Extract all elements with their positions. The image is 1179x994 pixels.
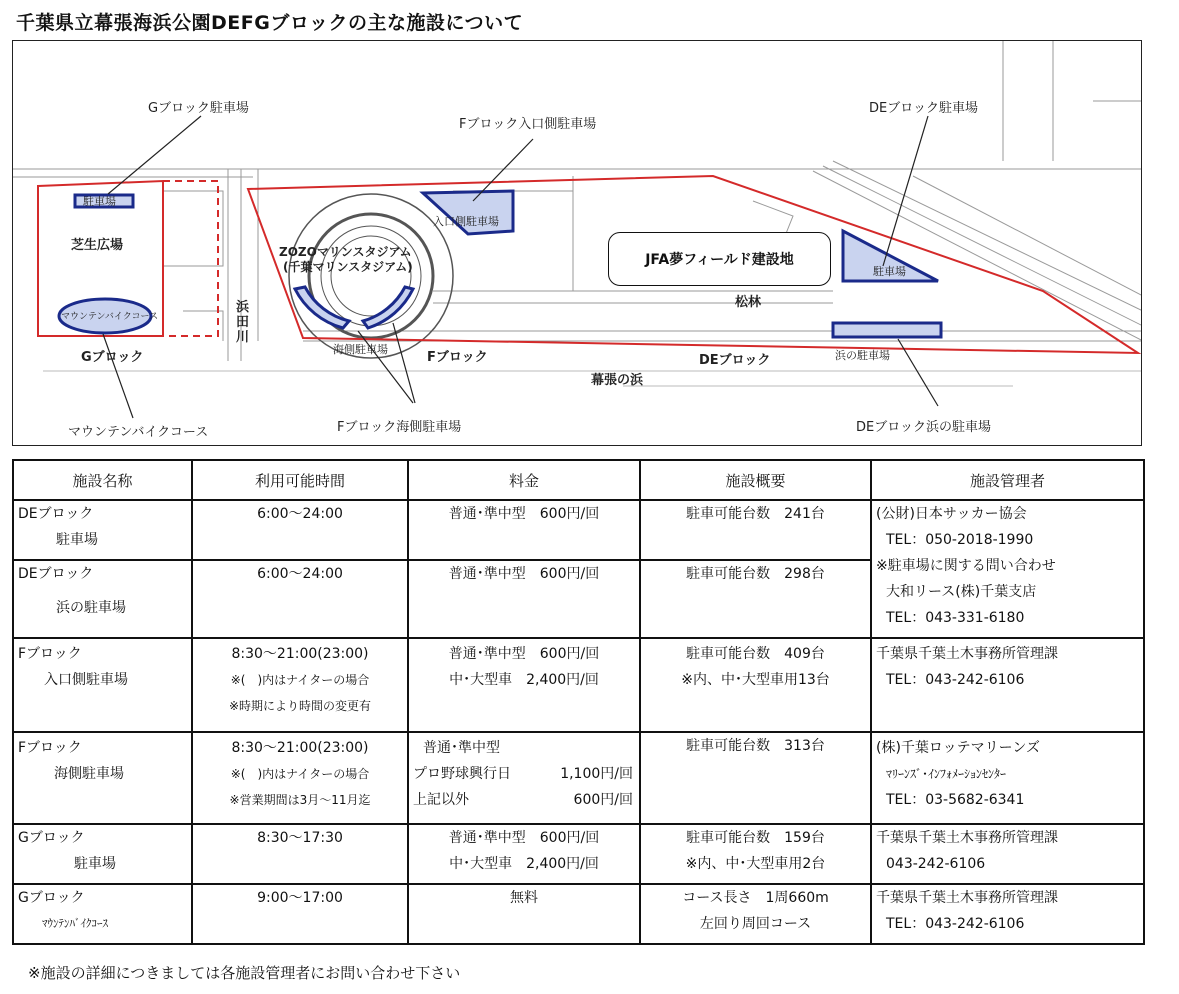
hours-note: ※( )内はナイターの場合 <box>230 767 370 781</box>
summary-text: ※内、中･大型車用2台 <box>685 856 826 872</box>
fee-text: 普通･準中型 600円/回 <box>448 830 600 846</box>
de-beach-parking-area <box>833 323 941 337</box>
header-facility-name: 施設名称 <box>13 460 192 500</box>
summary-text: 駐車可能台数 409台 <box>686 646 825 662</box>
lawn-label: 芝生広場 <box>71 238 124 253</box>
manager-tel: TEL：043-331-6180 <box>886 610 1025 626</box>
manager-text: ※駐車場に関する問い合わせ <box>876 558 1056 574</box>
stadium-drawing <box>289 194 453 358</box>
facility-name: 入口側駐車場 <box>44 672 128 688</box>
table-row <box>13 732 1144 824</box>
table-row <box>13 638 1144 732</box>
summary-text: 駐車可能台数 159台 <box>686 830 825 846</box>
de-parking-label: DEブロック駐車場 <box>869 101 978 116</box>
hours-note: ※( )内はナイターの場合 <box>230 673 370 687</box>
beach-parking-map-text: 浜の駐車場 <box>835 349 890 362</box>
table-row <box>13 500 1144 560</box>
facility-name: Fブロック <box>18 740 82 756</box>
header-summary: 施設概要 <box>640 460 871 500</box>
fee-text: 中･大型車 2,400円/回 <box>449 856 599 872</box>
manager-tel: TEL：043-242-6106 <box>886 672 1025 688</box>
fee-line <box>409 787 639 813</box>
map-background-lines <box>13 41 1142 386</box>
table-header-row <box>13 460 1144 500</box>
summary-text: 左回り周回コース <box>699 916 812 932</box>
g-parking-label: Gブロック駐車場 <box>148 101 249 116</box>
manager-tel: 043-242-6106 <box>886 856 986 872</box>
manager-text: (公財)日本サッカー協会 <box>876 506 1027 522</box>
g-block-label: Gブロック <box>81 350 144 365</box>
manager-text: 千葉県千葉土木事務所管理課 <box>876 830 1058 846</box>
footnote: ※施設の詳細につきましては各施設管理者にお問い合わせ下さい <box>28 964 461 982</box>
fee-text: 普通･準中型 <box>423 740 500 756</box>
park-boundary <box>38 176 1138 353</box>
facility-name: Gブロック <box>18 890 85 906</box>
hours-text: 8:30～21:00(23:00) <box>231 646 369 662</box>
f-sea-parking-area-2 <box>363 287 413 328</box>
fee-amount: 600円/回 <box>573 792 633 808</box>
summary-text: コース長さ 1周660m <box>682 890 829 906</box>
mtb-map-text: マウンテンバイクコース <box>61 312 159 322</box>
river-label-2: 田 <box>236 315 250 330</box>
header-fee: 料金 <box>408 460 640 500</box>
table-row <box>13 884 1144 944</box>
mtb-course-label: マウンテンバイクコース <box>68 425 209 440</box>
hours-note: ※時期により時間の変更有 <box>228 699 372 713</box>
summary-text: 駐車可能台数 313台 <box>686 738 825 754</box>
facility-name: ﾏｳﾝﾃﾝﾊﾞｲｸｺｰｽ <box>42 917 108 930</box>
fee-text: 中･大型車 2,400円/回 <box>449 672 599 688</box>
manager-text: 千葉県千葉土木事務所管理課 <box>876 890 1058 906</box>
fee-condition: プロ野球興行日 <box>413 766 511 782</box>
stadium-label-1: ZOZOマリンスタジアム <box>279 245 412 259</box>
stadium-label-2: (千葉マリンスタジアム) <box>283 260 413 274</box>
hours-text: 6:00～24:00 <box>257 506 343 522</box>
fee-amount: 1,100円/回 <box>560 766 633 782</box>
hours-note: ※営業期間は3月～11月迄 <box>229 793 371 807</box>
hours-text: 8:30～17:30 <box>257 830 343 846</box>
summary-text: 駐車可能台数 298台 <box>686 566 825 582</box>
facility-name: 駐車場 <box>74 856 116 872</box>
de-block-label: DEブロック <box>699 353 771 368</box>
facility-table <box>12 459 1145 945</box>
hours-text: 6:00～24:00 <box>257 566 343 582</box>
park-map <box>12 40 1142 446</box>
manager-text: ﾏﾘｰﾝｽﾞ･ｲﾝﾌｫﾒｰｼｮﾝｾﾝﾀｰ <box>886 767 1007 781</box>
manager-text: (株)千葉ロッテマリーンズ <box>876 740 1040 756</box>
page-title: 千葉県立幕張海浜公園DEFGブロックの主な施設について <box>16 12 524 34</box>
summary-text: 駐車可能台数 241台 <box>686 506 825 522</box>
sea-parking-map-text: 海側駐車場 <box>333 343 388 356</box>
table-row <box>13 824 1144 884</box>
facility-name: 海側駐車場 <box>54 766 124 782</box>
manager-tel: TEL：03-5682-6341 <box>886 792 1025 808</box>
facility-name: DEブロック <box>18 506 94 522</box>
fee-text: 無料 <box>510 890 538 906</box>
fee-condition: 上記以外 <box>413 792 469 808</box>
header-hours: 利用可能時間 <box>192 460 408 500</box>
de-parking-map-text: 駐車場 <box>873 265 906 278</box>
f-block-label: Fブロック <box>427 350 488 365</box>
manager-tel: TEL：043-242-6106 <box>886 916 1025 932</box>
f-sea-parking-label: Fブロック海側駐車場 <box>337 420 462 435</box>
facility-name: DEブロック <box>18 566 94 582</box>
manager-tel: TEL：050-2018-1990 <box>886 532 1034 548</box>
fee-text: 普通･準中型 600円/回 <box>448 566 600 582</box>
hours-text: 8:30～21:00(23:00) <box>231 740 369 756</box>
river-label-3: 川 <box>236 330 250 345</box>
beach-label: 幕張の浜 <box>591 373 644 388</box>
facility-name: Gブロック <box>18 830 85 846</box>
jfa-site-label: JFA夢フィールド建設地 <box>608 232 831 286</box>
fee-text: 普通･準中型 600円/回 <box>448 646 600 662</box>
hours-text: 9:00～17:00 <box>257 890 343 906</box>
manager-text: 千葉県千葉土木事務所管理課 <box>876 646 1058 662</box>
river-label-1: 浜 <box>236 300 250 315</box>
facility-name: 浜の駐車場 <box>56 600 126 616</box>
g-parking-map-text: 駐車場 <box>83 195 116 208</box>
header-manager: 施設管理者 <box>871 460 1144 500</box>
summary-text: ※内、中･大型車用13台 <box>681 672 830 688</box>
facility-name: Fブロック <box>18 646 82 662</box>
f-entrance-parking-label: Fブロック入口側駐車場 <box>459 117 597 132</box>
fee-text: 普通･準中型 600円/回 <box>448 506 600 522</box>
de-beach-parking-label: DEブロック浜の駐車場 <box>856 420 991 435</box>
entrance-parking-map-text: 入口側駐車場 <box>433 215 499 228</box>
pine-forest-label: 松林 <box>735 295 762 310</box>
fee-line <box>409 761 639 787</box>
manager-text: 大和リース(株)千葉支店 <box>886 584 1037 600</box>
facility-name: 駐車場 <box>56 532 98 548</box>
